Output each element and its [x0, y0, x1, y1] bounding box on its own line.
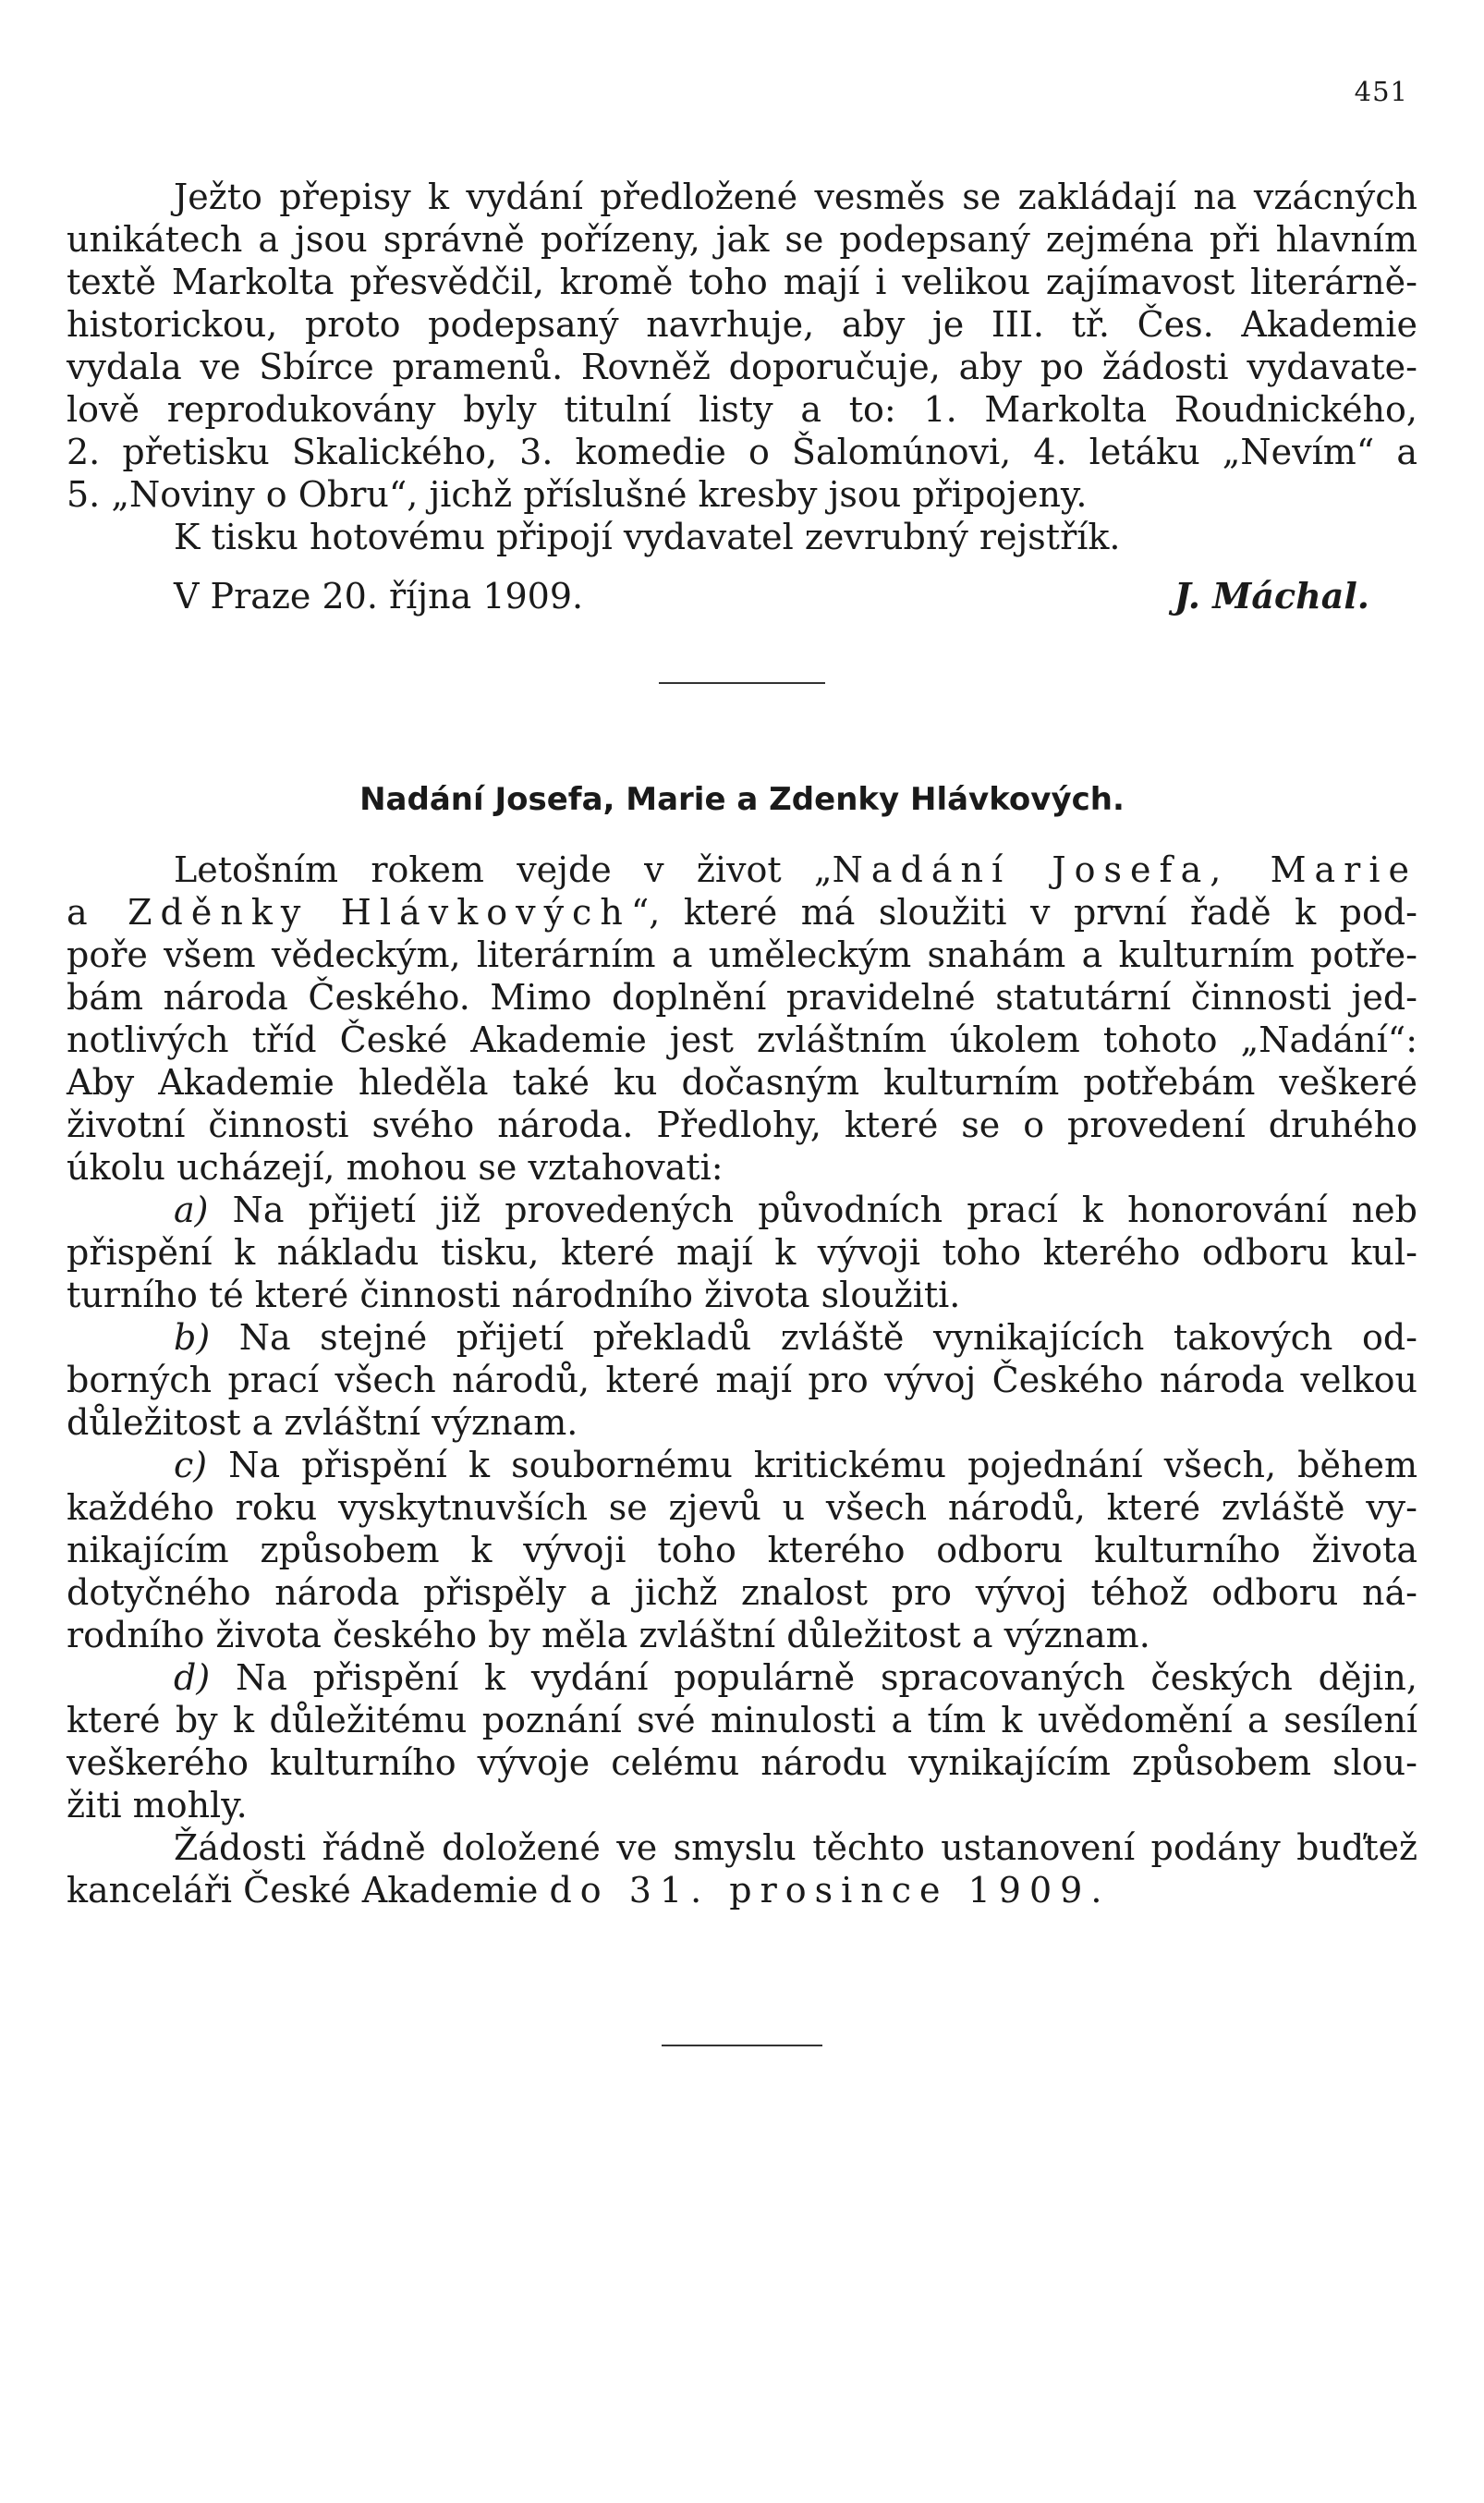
text-line: rodního života českého by měla zvláštní důležitost a význam.: [67, 1615, 1150, 1655]
report-paragraph: [67, 176, 1417, 516]
section-title: Nadání Josefa, Marie a Zdenky Hlávkových.: [359, 781, 1125, 818]
foundation-intro-paragraph: [67, 849, 1417, 1189]
text-line: [67, 1444, 1417, 1486]
text-line: [67, 1189, 1417, 1231]
index-note-paragraph: [67, 516, 1417, 558]
text-line: dotyčného národa přispěly a jichž znalost pro vývoj téhož odboru ná-: [67, 1572, 1417, 1613]
text-line: historickou, proto podepsaný navrhuje, aby je III. tř. Čes. Akademie: [67, 304, 1417, 345]
text-fragment: .: [1090, 1870, 1102, 1911]
emphasized-name: a Zděnky Hlávkových: [67, 892, 631, 933]
signature-place-date: V Praze 20. října 1909.: [174, 576, 584, 617]
text-line: 5. „Noviny o Obru“, jichž příslušné kresby jsou připojeny.: [67, 474, 1088, 515]
text-fragment: Letošním rokem vejde v život „: [174, 849, 833, 890]
text-line: důležitost a zvláštní význam.: [67, 1402, 578, 1443]
text-line: unikátech a jsou správně pořízeny, jak se podepsaný zejména při hlavním: [67, 219, 1417, 260]
list-item-c: [67, 1444, 1417, 1656]
text-line: textě Markolta přesvědčil, kromě toho mají i velikou zajímavost literárně-: [67, 262, 1417, 302]
emphasized-name: Nadání Josefa, Marie: [832, 849, 1417, 890]
closing-paragraph: [67, 1826, 1417, 1911]
text-fragment: Na přijetí již provedených původních prací k honorování neb: [208, 1190, 1417, 1230]
text-line: Žádosti řádně doložené ve smyslu těchto ustanovení podány buďtež: [174, 1827, 1417, 1868]
text-line: K tisku hotovému připojí vydavatel zevrubný rejstřík.: [174, 517, 1121, 557]
text-line: [67, 891, 1417, 934]
text-line: přispění k nákladu tisku, které mají k vývoji toho kterého odboru kul-: [67, 1232, 1417, 1273]
list-marker: a): [174, 1190, 209, 1230]
text-line: Aby Akademie hleděla také ku dočasným kulturním potřebám veškeré: [67, 1062, 1417, 1103]
text-line: žiti mohly.: [67, 1785, 248, 1825]
text-line: které by k důležitému poznání své minulosti a tím k uvědomění a sesílení: [67, 1700, 1417, 1740]
text-fragment: Na přispění k vydání populárně spracovaných českých dějin,: [210, 1657, 1417, 1698]
text-line: [67, 1316, 1417, 1359]
text-line: 2. přetisku Skalického, 3. komedie o Šalomúnovi, 4. letáku „Nevím“ a: [67, 432, 1417, 472]
text-fragment: kanceláři České Akademie: [67, 1870, 550, 1911]
text-line: každého roku vyskytnuvších se zjevů u všech národů, které zvláště vy-: [67, 1487, 1417, 1528]
text-line: [67, 849, 1417, 891]
list-item-d: [67, 1656, 1417, 1826]
text-line: lově reprodukovány byly titulní listy a to: 1. Markolta Roudnického,: [67, 389, 1417, 430]
text-line: [67, 1656, 1417, 1699]
section-divider: [659, 682, 825, 684]
text-line: notlivých tříd České Akademie jest zvláštním úkolem tohoto „Nadání“:: [67, 1020, 1417, 1060]
text-line: veškerého kulturního vývoje celému národu vynikajícím způsobem slou-: [67, 1742, 1417, 1783]
text-line: vydala ve Sbírce pramenů. Rovněž doporučuje, aby po žádosti vydavate-: [67, 347, 1417, 387]
signature-row: [67, 575, 1417, 617]
emphasized-deadline: do 31. prosince 1909: [549, 1870, 1091, 1911]
end-divider: [662, 2045, 822, 2046]
text-line: [67, 1869, 1417, 1911]
text-fragment: Na stejné přijetí překladů zvláště vynikajících takových od-: [210, 1317, 1417, 1358]
text-line: životní činnosti svého národa. Předlohy, které se o provedení druhého: [67, 1105, 1417, 1145]
text-line: nikajícím způsobem k vývoji toho kterého odboru kulturního života: [67, 1530, 1417, 1570]
list-marker: b): [174, 1317, 211, 1358]
text-line: poře všem vědeckým, literárním a uměleckým snahám a kulturním potře-: [67, 934, 1417, 975]
text-line: Ježto přepisy k vydání předložené vesměs se zakládají na vzácných: [174, 177, 1417, 217]
text-line: borných prací všech národů, které mají pro vývoj Českého národa velkou: [67, 1360, 1417, 1400]
list-marker: d): [174, 1657, 211, 1698]
list-marker: c): [174, 1445, 208, 1485]
list-item-a: [67, 1189, 1417, 1316]
text-fragment: “, které má sloužiti v první řadě k pod-: [630, 892, 1418, 933]
list-item-b: [67, 1316, 1417, 1444]
text-line: bám národa Českého. Mimo doplnění pravidelné statutární činnosti jed-: [67, 977, 1417, 1018]
text-line: turního té které činnosti národního života sloužiti.: [67, 1275, 961, 1315]
page-number: 451: [1354, 76, 1408, 107]
text-fragment: Na přispění k soubornému kritickému pojednání všech, během: [207, 1445, 1417, 1485]
text-line: úkolu ucházejí, mohou se vztahovati:: [67, 1147, 724, 1188]
signature-name: J. Máchal.: [1174, 575, 1369, 617]
page-body: [67, 176, 1417, 2046]
